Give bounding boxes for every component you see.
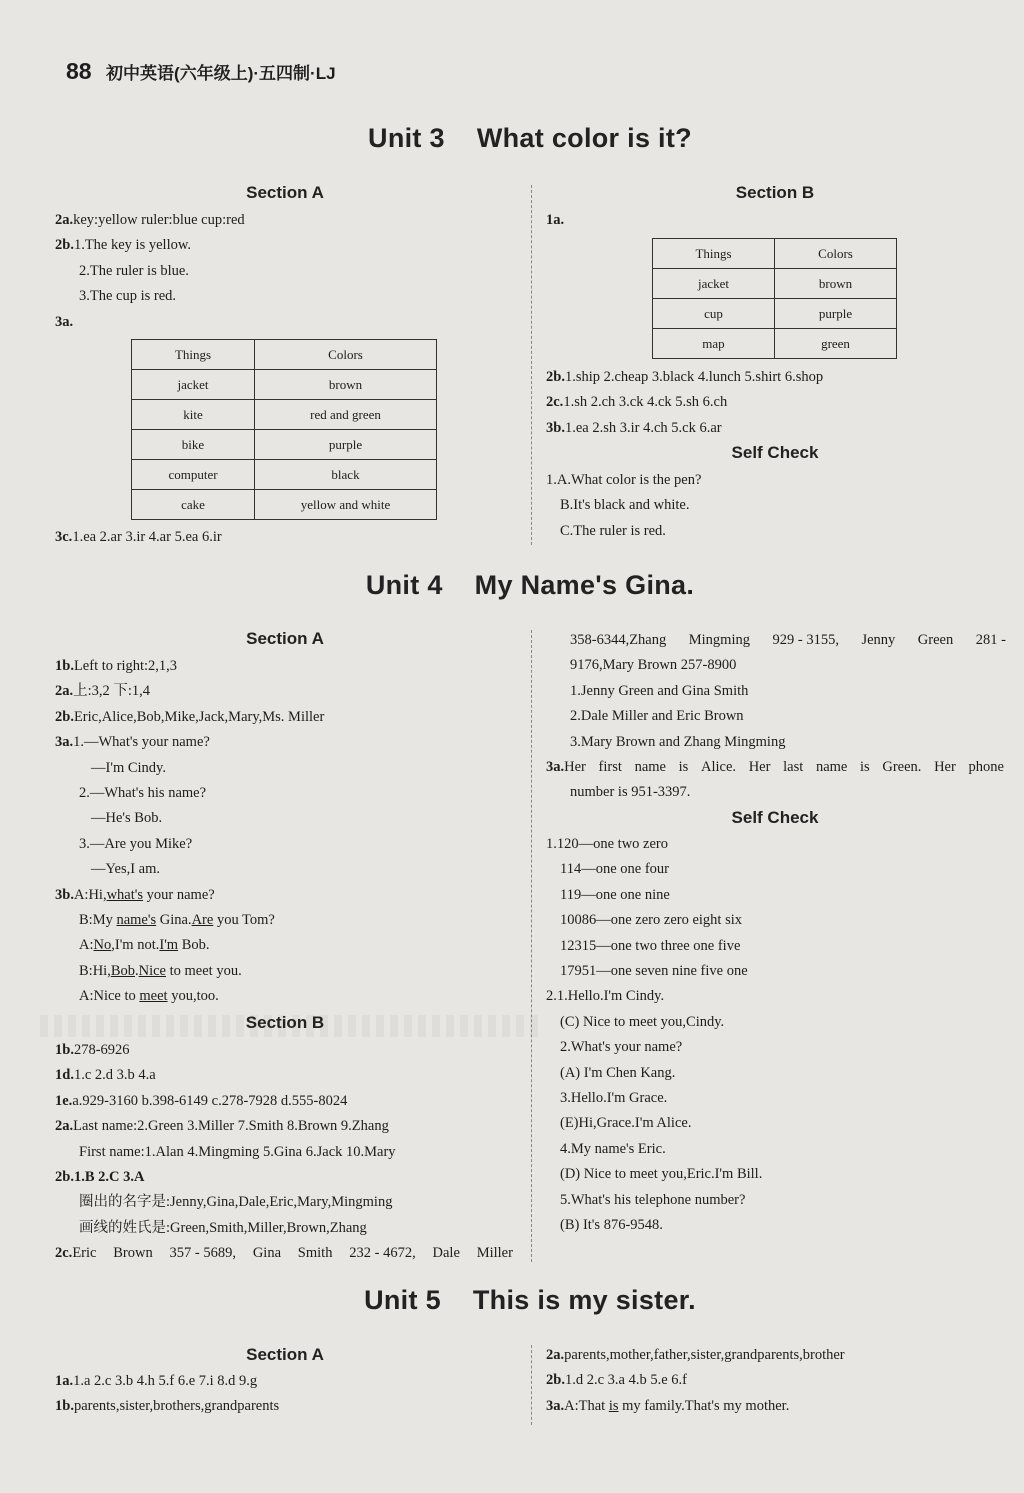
unit4-heading	[0, 570, 1024, 601]
page-header	[66, 58, 336, 85]
answer-line: 17951—one seven nine five one	[560, 963, 748, 980]
answer-line: B:Hi,Bob.Nice to meet you.	[79, 962, 242, 979]
table-header-row: Things Colors	[653, 239, 897, 269]
answer-line: 2c.Eric Brown 357 - 5689, Gina Smith 232 - 4672, Dale Miller	[55, 1245, 513, 1262]
answer-line: 9176,Mary Brown 257-8900	[570, 657, 737, 674]
answer-line: 2.Dale Miller and Eric Brown	[570, 708, 744, 725]
answer-line: 119—one one nine	[560, 886, 670, 903]
unit4-title: My Name's Gina.	[474, 570, 695, 600]
answer-line: 2b.Eric,Alice,Bob,Mike,Jack,Mary,Ms. Miller	[55, 708, 325, 725]
answer-line: 3b.A:Hi,what's your name?	[55, 886, 215, 903]
answer-line: 1b.parents,sister,brothers,grandparents	[55, 1398, 280, 1415]
column-divider	[531, 1345, 532, 1425]
column-divider	[531, 630, 532, 1262]
answer-line: (E)Hi,Grace.I'm Alice.	[560, 1115, 692, 1132]
answer-line: (A) I'm Chen Kang.	[560, 1064, 676, 1081]
answer-line: 1a.	[546, 212, 565, 228]
unit4-selfcheck-lines	[546, 832, 762, 1239]
unit4-sectionB-lines	[55, 1038, 513, 1267]
answer-line: 1b.278-6926	[55, 1042, 130, 1058]
answer-line: (B) It's 876-9548.	[560, 1217, 663, 1234]
answer-line: 2.What's your name?	[560, 1039, 683, 1056]
book-title: 初中英语(六年级上)·五四制·LJ	[106, 64, 336, 83]
answer-line: 1b.Left to right:2,1,3	[55, 658, 178, 674]
answer-line: 1.A.What color is the pen?	[546, 472, 702, 488]
answer-line: 5.What's his telephone number?	[560, 1191, 746, 1208]
unit5-sectionA-lines	[55, 1369, 279, 1420]
answer-line: 3.The cup is red.	[79, 288, 177, 305]
answer-line: C.The ruler is red.	[560, 522, 666, 539]
answer-line: —He's Bob.	[91, 810, 163, 827]
unit5-label: Unit 5	[364, 1285, 441, 1315]
answer-line: 1a.1.a 2.c 3.b 4.h 5.f 6.e 7.i 8.d 9.g	[55, 1373, 258, 1389]
page-number: 88	[66, 58, 92, 84]
answer-line: 1e.a.929-3160 b.398-6149 c.278-7928 d.555-8024	[55, 1092, 348, 1109]
answer-line: 2a.parents,mother,father,sister,grandparents,brother	[546, 1347, 845, 1363]
answer-line: number is 951-3397.	[570, 784, 691, 801]
unit4-sectionB-heading: Section B	[245, 1013, 325, 1032]
answer-line: 12315—one two three one five	[560, 937, 741, 954]
answer-line: 1d.1.c 2.d 3.b 4.a	[55, 1067, 156, 1084]
answer-line: 3a.A:That is my family.That's my mother.	[546, 1397, 790, 1414]
unit3-sectionA-table	[131, 339, 437, 520]
answer-line: 2b.1.d 2.c 3.a 4.b 5.e 6.f	[546, 1372, 687, 1389]
unit3-1a-label	[546, 208, 564, 233]
table-row: map green	[653, 329, 897, 359]
unit3-sectionA-lines	[55, 208, 245, 335]
unit3-label: Unit 3	[368, 123, 445, 153]
unit3-sectionA-heading: Section A	[246, 183, 324, 202]
unit4-right-lines	[546, 628, 1006, 806]
unit3-3c-line	[55, 525, 222, 550]
answer-line: 2a.上:3,2 下:1,4	[55, 683, 151, 700]
answer-line: 114—one one four	[560, 861, 669, 878]
unit4-sectionA-lines	[55, 654, 324, 1010]
answer-line: 2.—What's his name?	[79, 785, 207, 802]
unit3-sectionB-lines	[546, 365, 823, 441]
unit5-sectionA-heading: Section A	[246, 1345, 324, 1364]
answer-line: 圈出的名字是:Jenny,Gina,Dale,Eric,Mary,Mingming	[79, 1194, 393, 1211]
unit4-label: Unit 4	[365, 570, 443, 600]
answer-line: First name:1.Alan 4.Mingming 5.Gina 6.Jack 10.Mary	[79, 1143, 396, 1160]
table-row: bike purple	[132, 430, 437, 460]
table-header-row: Things Colors	[132, 340, 437, 370]
answer-line: 2c.1.sh 2.ch 3.ck 4.ck 5.sh 6.ch	[546, 394, 728, 411]
answer-line: A:No,I'm not.I'm Bob.	[79, 937, 210, 954]
answer-line: 3c.1.ea 2.ar 3.ir 4.ar 5.ea 6.ir	[55, 529, 222, 545]
answer-line: 10086—one zero zero eight six	[560, 912, 743, 929]
answer-line: 2b.1.B 2.C 3.A	[55, 1169, 145, 1186]
answer-line: 1.120—one two zero	[546, 836, 669, 852]
table-row: kite red and green	[132, 400, 437, 430]
answer-line: 画线的姓氏是:Green,Smith,Miller,Brown,Zhang	[79, 1219, 367, 1236]
unit5-title: This is my sister.	[472, 1285, 696, 1315]
unit3-sectionB-table	[652, 238, 897, 359]
unit4-selfcheck-heading: Self Check	[731, 808, 819, 827]
answer-line: 4.My name's Eric.	[560, 1140, 666, 1157]
unit3-heading	[0, 123, 1024, 154]
answer-line: 2a.key:yellow ruler:blue cup:red	[55, 212, 245, 228]
answer-line: 3.—Are you Mike?	[79, 835, 193, 852]
answer-line: 2b.1.ship 2.cheap 3.black 4.lunch 5.shirt 6.shop	[546, 369, 824, 385]
unit4-sectionA-heading: Section A	[246, 629, 324, 648]
answer-line: 2a.Last name:2.Green 3.Miller 7.Smith 8.Brown 9.Zhang	[55, 1118, 389, 1135]
answer-line: —Yes,I am.	[91, 861, 161, 878]
answer-line: 1.Jenny Green and Gina Smith	[570, 682, 749, 699]
unit3-selfcheck-heading: Self Check	[731, 443, 819, 462]
answer-line: 3a.Her first name is Alice. Her last name is Green. Her phone	[546, 759, 1004, 776]
answer-line: 2.1.Hello.I'm Cindy.	[546, 988, 665, 1005]
answer-line: 2.The ruler is blue.	[79, 262, 189, 279]
answer-line: 2b.1.The key is yellow.	[55, 237, 192, 254]
answer-line: B:My name's Gina.Are you Tom?	[79, 912, 275, 929]
unit5-right-lines	[546, 1343, 845, 1419]
answer-line: B.It's black and white.	[560, 497, 690, 514]
column-divider	[531, 185, 532, 545]
answer-line: 3a.	[55, 313, 74, 330]
table-row: cake yellow and white	[132, 490, 437, 520]
table-row: jacket brown	[132, 370, 437, 400]
table-row: cup purple	[653, 299, 897, 329]
unit3-sectionB-heading: Section B	[735, 183, 815, 202]
unit3-selfcheck-lines	[546, 468, 701, 544]
table-row: computer black	[132, 460, 437, 490]
answer-line: 3.Mary Brown and Zhang Mingming	[570, 733, 786, 750]
answer-line: 3a.1.—What's your name?	[55, 734, 210, 751]
answer-line: A:Nice to meet you,too.	[79, 988, 219, 1005]
answer-line: 3b.1.ea 2.sh 3.ir 4.ch 5.ck 6.ar	[546, 419, 722, 436]
answer-line: —I'm Cindy.	[91, 759, 166, 776]
unit5-heading	[0, 1285, 1024, 1316]
answer-line: (C) Nice to meet you,Cindy.	[560, 1013, 725, 1030]
table-row: jacket brown	[653, 269, 897, 299]
answer-line: (D) Nice to meet you,Eric.I'm Bill.	[560, 1166, 763, 1183]
answer-line: 3.Hello.I'm Grace.	[560, 1090, 668, 1107]
unit3-title: What color is it?	[476, 123, 692, 153]
answer-line: 358-6344,Zhang Mingming 929 - 3155, Jenny Green 281 -	[570, 632, 1006, 648]
